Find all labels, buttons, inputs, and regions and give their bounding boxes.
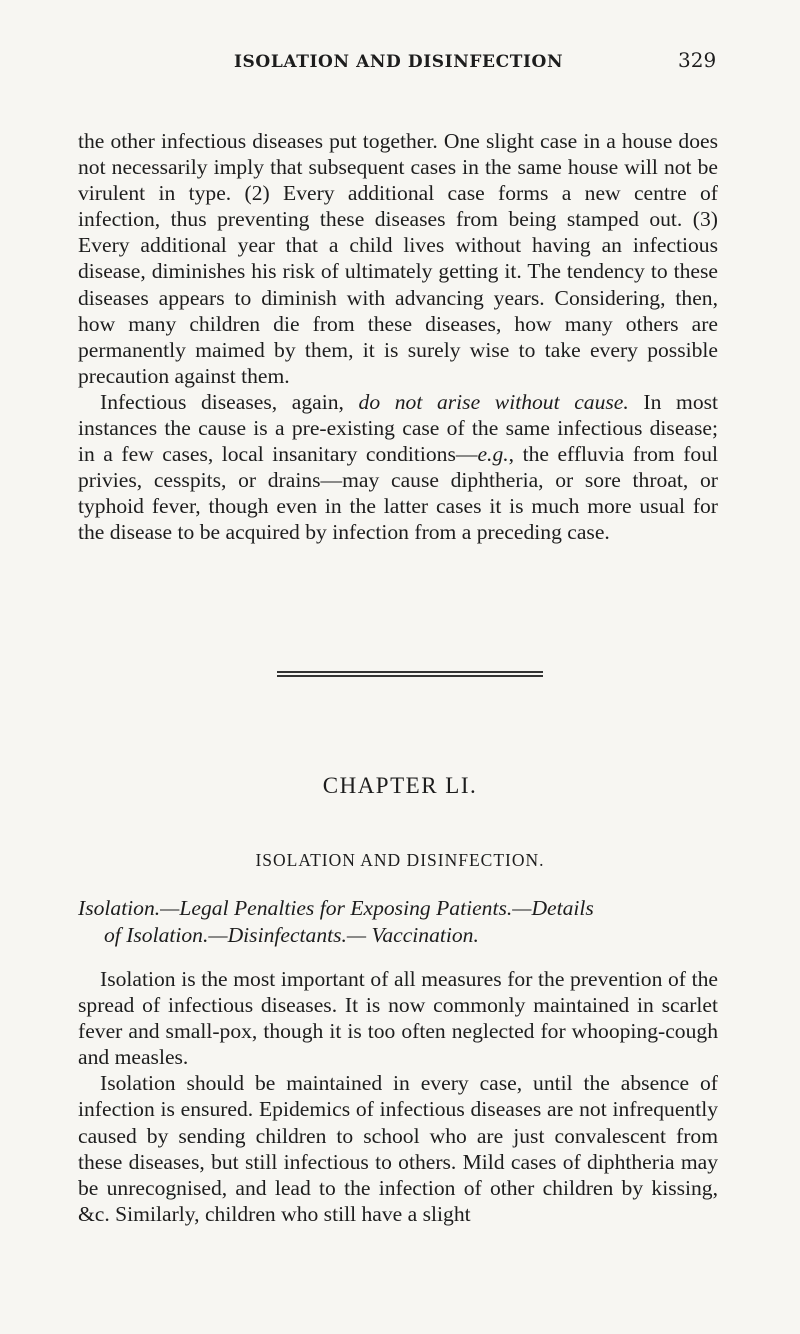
chapter-title: CHAPTER LI. — [322, 773, 478, 798]
paragraph-continued: the other infectious diseases put together. One slight case in a house does not necessarily imply that subsequent cases in the same house will not be virulent in type. (2) Every additional case forms a new centre of infection, thus preventing these diseases from being stamped out. (3) Every additional year that a child lives without having an infectious disease, diminishes his risk of ultimately getting it. The tendency to these diseases appears to diminish with advancing years. Considering, then, how many children die from these diseases, how many others are permanently maimed by them, it is surely wise to take every possible precaution against them. — [78, 129, 718, 388]
lower-text-block — [78, 966, 718, 1227]
paragraph-infectious-causes — [78, 389, 718, 546]
chapter-summary — [78, 895, 718, 948]
paragraph-text: , the effluvia from foul privies, cesspits, or drains—may cause diphtheria, or sore throat, or typhoid fever, though even in the latter cases it is much more usual for the disease to be acquired by infection from a preceding case. — [78, 442, 718, 545]
paragraph-lead: Infectious diseases, again, — [100, 389, 359, 414]
eg-abbreviation: e.g. — [477, 442, 509, 467]
running-title: ISOLATION AND DISINFECTION — [234, 52, 564, 72]
summary-line-1: Isolation.—Legal Penalties for Exposing Patients.—Details — [78, 896, 594, 920]
paragraph-isolation-maintained: Isolation should be maintained in every case, until the absence of infection is ensured. Epidemics of infectious diseases are not infrequently caused by sending children to school who are just convalescent from these diseases, but still infectious to others. Mild cases of diphtheria may be unrecognised, and lead to the infection of other children by kissing, &c. Similarly, children who still have a slight — [78, 1071, 718, 1226]
emphasis-text: do not arise without cause. — [358, 389, 629, 414]
page-number: 329 — [678, 48, 717, 72]
summary-line-2: of Isolation.—Disinfectants.— Vaccination. — [104, 922, 479, 947]
chapter-subtitle: ISOLATION AND DISINFECTION. — [255, 850, 545, 870]
paragraph-isolation-importance: Isolation is the most important of all measures for the prevention of the spread of infectious diseases. It is now commonly maintained in scarlet fever and small-pox, though it is too often neglected for whooping-cough and measles. — [78, 967, 718, 1070]
running-head — [0, 48, 800, 88]
top-text-block — [78, 128, 718, 546]
section-divider — [277, 671, 543, 677]
paragraph-text: In most instances the cause is a pre-existing case of the same infectious disease; in a few cases, local insanitary conditions— — [78, 389, 719, 467]
